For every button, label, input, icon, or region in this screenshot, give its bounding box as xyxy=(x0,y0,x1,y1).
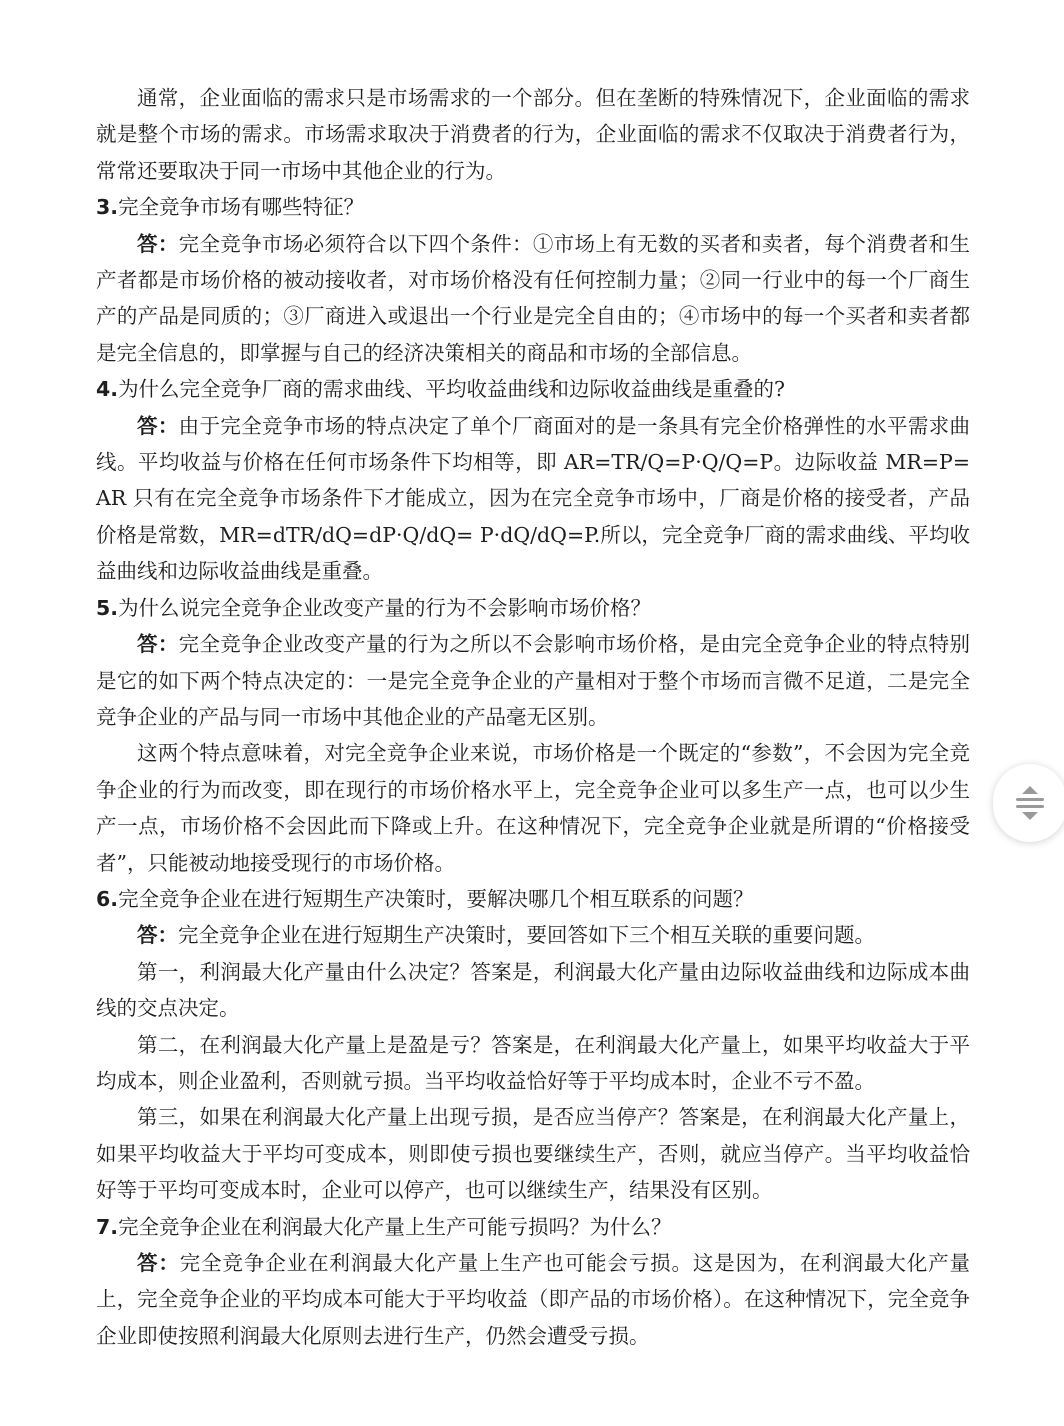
question-5-text: 为什么说完全竞争企业改变产量的行为不会影响市场价格？ xyxy=(118,595,652,620)
answer-5 xyxy=(96,626,970,735)
question-6-number: 6. xyxy=(96,886,119,911)
answer-6 xyxy=(96,917,970,953)
question-3 xyxy=(96,189,970,225)
answer-3 xyxy=(96,226,970,372)
intro-paragraph: 通常，企业面临的需求只是市场需求的一个部分。但在垄断的特殊情况下，企业面临的需求就是整个市场的需求。市场需求取决于消费者的行为，企业面临的需求不仅取决于消费者行为，常常还要取决于同一市场中其他企业的行为。 xyxy=(96,86,970,183)
question-4-text: 为什么完全竞争厂商的需求曲线、平均收益曲线和边际收益曲线是重叠的? xyxy=(118,377,786,402)
answer-4 xyxy=(96,408,970,590)
answer-3-text: 完全竞争市场必须符合以下四个条件：①市场上有无数的买者和卖者，每个消费者和生产者都是市场价格的被动接收者，对市场价格没有任何控制力量；②同一行业中的每一个厂商生产的产品是同质的；③厂商进入或退出一个行业是完全自由的；④市场中的每一个买者和卖者都是完全信息的，即掌握与自己的经济决策相关的商品和市场的全部信息。 xyxy=(96,231,971,365)
question-7 xyxy=(96,1209,970,1245)
question-6 xyxy=(96,881,970,917)
answer-6-text: 完全竞争企业在进行短期生产决策时，要回答如下三个相互关联的重要问题。 xyxy=(178,923,875,948)
answer-6-label: 答： xyxy=(137,923,178,948)
answer-7-text: 完全竞争企业在利润最大化产量上生产也可能会亏损。这是因为，在利润最大化产量上，完全竞争企业的平均成本可能大于平均收益（即产品的市场价格）。在这种情况下，完全竞争企业即使按照利润最大化原则去进行生产，仍然会遭受亏损。 xyxy=(96,1251,971,1348)
scroll-widget[interactable] xyxy=(993,764,1064,842)
answer-5-label: 答： xyxy=(137,632,179,657)
question-6-text: 完全竞争企业在进行短期生产决策时，要解决哪几个相互联系的问题？ xyxy=(118,886,754,911)
answer-6-point-2: 第二，在利润最大化产量上是盈是亏？答案是，在利润最大化产量上，如果平均收益大于平均成本，则企业盈利，否则就亏损。当平均收益恰好等于平均成本时，企业不亏不盈。 xyxy=(96,1032,970,1093)
menu-lines-icon[interactable] xyxy=(1016,798,1044,808)
answer-6-point-3: 第三，如果在利润最大化产量上出现亏损，是否应当停产？答案是，在利润最大化产量上，如果平均收益大于平均可变成本，则即使亏损也要继续生产，否则，就应当停产。当平均收益恰好等于平均可变成本时，企业可以停产，也可以继续生产，结果没有区别。 xyxy=(96,1105,970,1203)
answer-4-text: 由于完全竞争市场的特点决定了单个厂商面对的是一条具有完全价格弹性的水平需求曲线。平均收益与价格在任何市场条件下均相等，即 AR=TR/Q=P·Q/Q=P。边际收益 MR=P=AR 只有在完全竞争市场条件下才能成立，因为在完全竞争市场中，厂商是价格的接受者，产品价格是常数，MR=dTR/dQ=dP·Q/dQ= P·dQ/dQ=P.所以，完全竞争厂商的需求曲线、平均收益曲线和边际收益曲线是重叠。 xyxy=(96,413,971,584)
chevron-down-icon[interactable] xyxy=(1022,812,1038,820)
answer-3-label: 答： xyxy=(137,231,179,256)
answer-7 xyxy=(96,1245,970,1354)
answer-7-label: 答： xyxy=(137,1251,180,1275)
answer-5-text: 完全竞争企业改变产量的行为之所以不会影响市场价格，是由完全竞争企业的特点特别是它的如下两个特点决定的：一是完全竞争企业的产量相对于整个市场而言微不足道，二是完全竞争企业的产品与同一市场中其他企业的产品毫无区别。 xyxy=(96,632,971,729)
document-page xyxy=(96,80,970,1354)
question-5 xyxy=(96,590,970,626)
chevron-up-icon[interactable] xyxy=(1022,786,1038,794)
answer-6-point-1: 第一，利润最大化产量由什么决定？答案是，利润最大化产量由边际收益曲线和边际成本曲线的交点决定。 xyxy=(96,959,970,1021)
question-3-text: 完全竞争市场有哪些特征？ xyxy=(118,195,365,220)
menu-line xyxy=(1016,798,1044,801)
question-4-number: 4. xyxy=(96,377,119,402)
answer-5-followup: 这两个特点意味着，对完全竞争企业来说，市场价格是一个既定的“参数”，不会因为完全竞争企业的行为而改变，即在现行的市场价格水平上，完全竞争企业可以多生产一点，也可以少生产一点，市场价格不会因此而下降或上升。在这种情况下，完全竞争企业就是所谓的“价格接受者”，只能被动地接受现行的市场价格。 xyxy=(96,741,970,875)
question-7-text: 完全竞争企业在利润最大化产量上生产可能亏损吗？为什么？ xyxy=(118,1214,672,1239)
question-7-number: 7. xyxy=(96,1214,119,1239)
question-4 xyxy=(96,371,970,407)
question-5-number: 5. xyxy=(96,595,119,620)
question-3-number: 3. xyxy=(96,195,119,220)
answer-4-label: 答： xyxy=(137,413,179,438)
menu-line xyxy=(1016,805,1044,808)
